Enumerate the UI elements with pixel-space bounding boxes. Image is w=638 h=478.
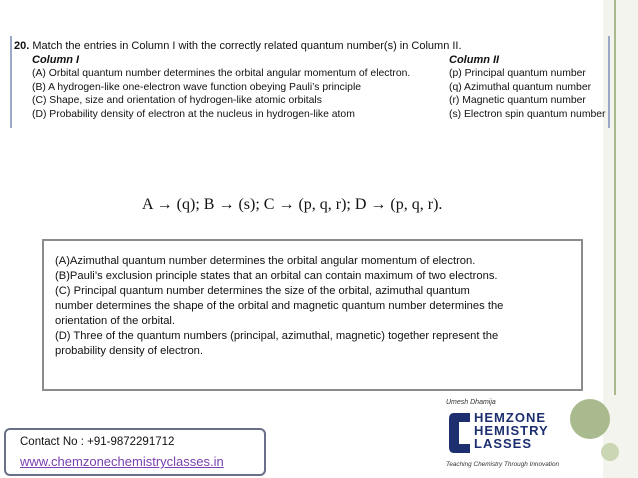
column1-header: Column I [32,54,80,66]
logo-c-icon [446,409,472,457]
logo-tagline: Teaching Chemistry Through Innovation [446,461,560,468]
column2-item: (q) Azimuthal quantum number [449,81,592,93]
explanation-text [55,254,573,359]
logo-line-1: HEMZONE [474,410,546,425]
column1-item: (C) Shape, size and orientation of hydrogen-like atomic orbitals [32,95,322,106]
column1-item: (A) Orbital quantum number determines the orbital angular momentum of electron. [32,68,411,79]
decorative-circle-large [570,399,610,439]
explanation-line: probability density of electron. [55,345,204,357]
explanation-line: orientation of the orbital. [55,315,176,327]
logo-author: Umesh Dhamija [446,399,496,406]
column2-item: (r) Magnetic quantum number [449,95,586,106]
explanation-line: (C) Principal quantum number determines the size of the orbital, azimuthal quantum [55,285,470,297]
explanation-box [42,239,583,391]
column2-list [449,67,606,121]
answer-line: A → (q); B → (s); C → (p, q, r); D → (p, q, r). [142,196,443,213]
chemzone-logo [446,409,570,461]
question-block [10,36,610,128]
column1-list [32,67,410,121]
question-number: 20. [14,40,30,52]
column2-header: Column II [449,54,500,66]
column1-item: (D) Probability density of electron at the nucleus in hydrogen-like atom [32,108,355,120]
explanation-line: (D) Three of the quantum numbers (principal, azimuthal, magnetic) together represent the [55,330,499,342]
website-link[interactable]: www.chemzonechemistryclasses.in [20,454,224,469]
explanation-line: (B)Pauli’s exclusion principle states that an orbital can contain maximum of two electrons. [55,270,498,282]
question-text: Match the entries in Column I with the correctly related quantum number(s) in Column II. [29,40,462,52]
logo-line-2: HEMISTRY [474,423,549,438]
question-title [14,40,462,52]
explanation-line: (A)Azimuthal quantum number determines the orbital angular momentum of electron. [55,255,476,267]
contact-phone: Contact No : +91-9872291712 [20,436,175,448]
explanation-line: number determines the shape of the orbital and magnetic quantum number determines the [55,300,504,312]
logo-wordmark [474,411,549,450]
side-decoration-line [614,0,616,395]
column2-item: (p) Principal quantum number [449,68,586,79]
column2-item: (s) Electron spin quantum number [449,108,606,120]
decorative-circle-small [601,443,619,461]
logo-line-3: LASSES [474,436,533,451]
column1-item: (B) A hydrogen-like one-electron wave function obeying Pauli’s principle [32,81,362,93]
